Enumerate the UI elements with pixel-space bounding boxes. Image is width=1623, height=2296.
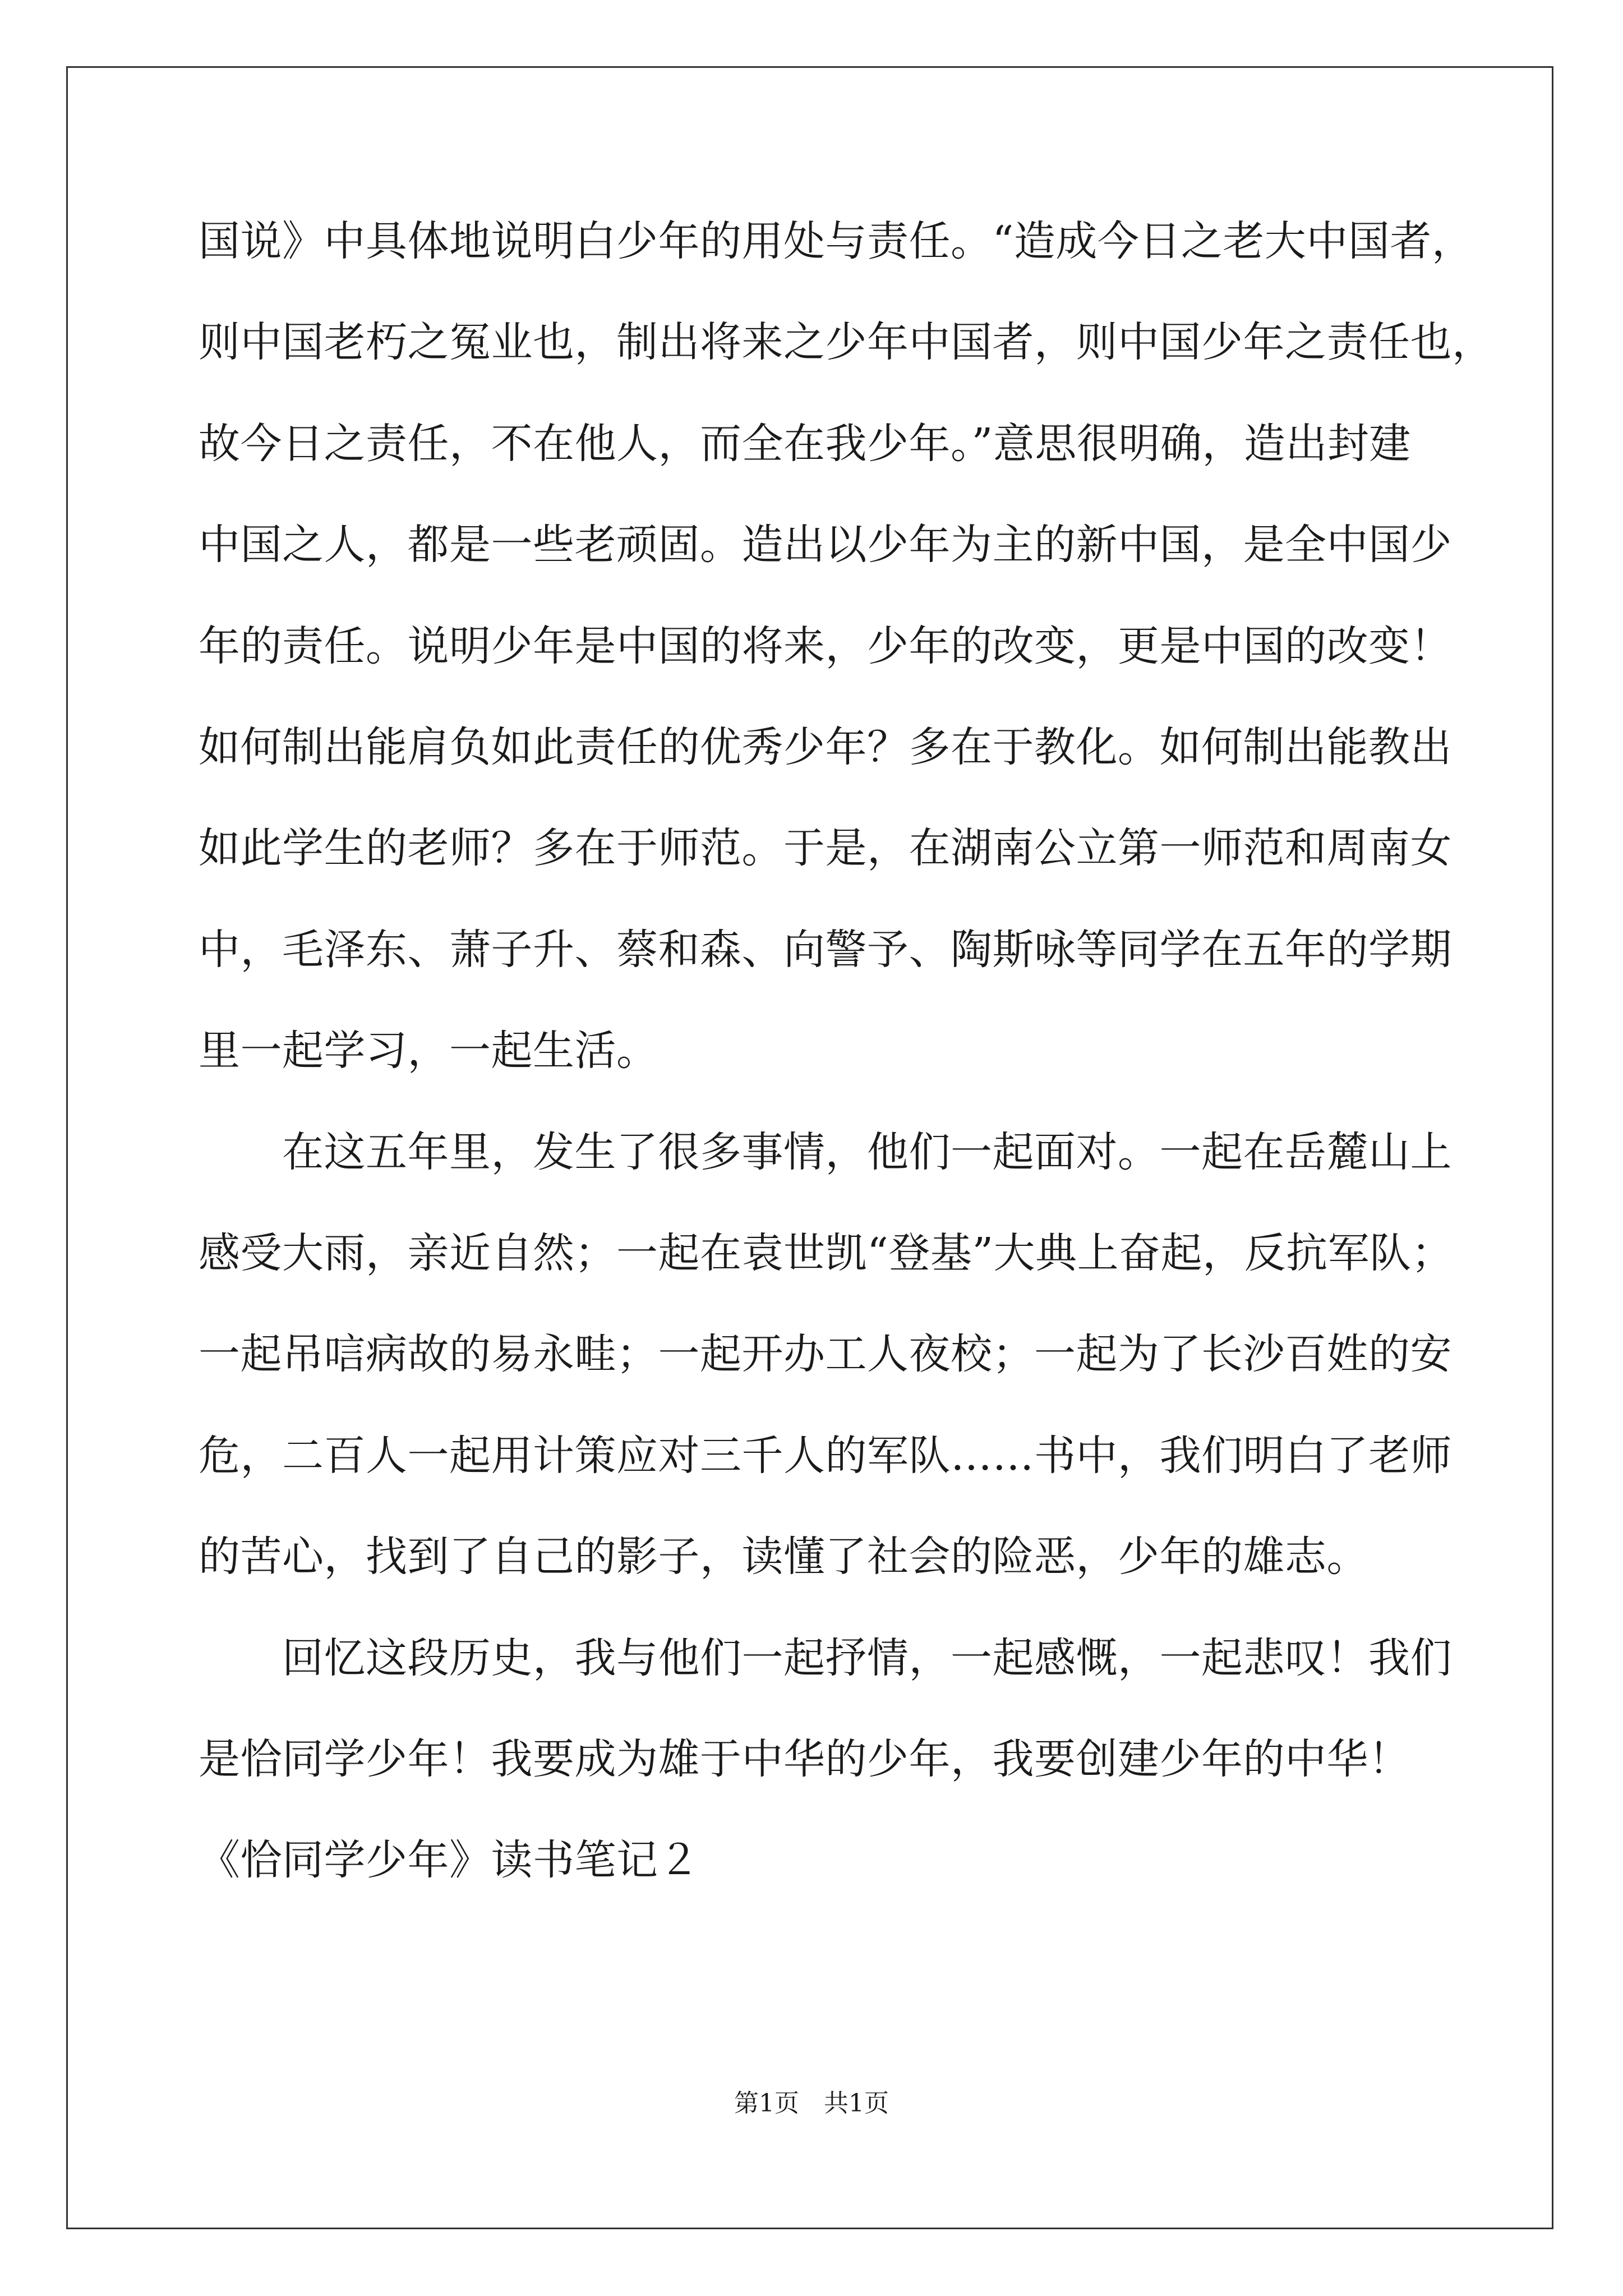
text-line-1: 国说》中具体地说明白少年的用处与责任。“造成今日之老大中国者， xyxy=(199,217,1474,265)
text-line-8: 中，毛泽东、萧子升、蔡和森、向警予、陶斯咏等同学在五年的学期 xyxy=(199,926,1452,974)
text-line-6: 如何制出能肩负如此责任的优秀少年？多在于教化。如何制出能教出 xyxy=(199,723,1452,771)
text-line-12: 一起吊唁病故的易永畦；一起开办工人夜校；一起为了长沙百姓的安 xyxy=(199,1330,1452,1378)
text-line-11: 感受大雨，亲近自然；一起在袁世凯“登基”大典上奋起，反抗军队； xyxy=(199,1229,1454,1277)
text-line-14: 的苦心，找到了自己的影子，读懂了社会的险恶，少年的雄志。 xyxy=(199,1533,1368,1581)
text-line-10: 在这五年里，发生了很多事情，他们一起面对。一起在岳麓山上 xyxy=(199,1128,1452,1176)
page-footer: 第1页 共1页 xyxy=(734,2089,889,2118)
text-line-16: 是恰同学少年！我要成为雄于中华的少年，我要创建少年的中华！ xyxy=(199,1735,1410,1783)
text-line-3: 故今日之责任，不在他人，而全在我少年。”意思很明确，造出封建 xyxy=(199,420,1411,468)
text-line-15: 回忆这段历史，我与他们一起抒情，一起感慨，一起悲叹！我们 xyxy=(199,1634,1452,1682)
text-line-4: 中国之人，都是一些老顽固。造出以少年为主的新中国，是全中国少 xyxy=(199,521,1452,569)
text-line-2: 则中国老朽之冤业也，制出将来之少年中国者，则中国少年之责任也， xyxy=(199,318,1494,366)
text-line-9: 里一起学习，一起生活。 xyxy=(199,1027,658,1075)
text-line-13: 危，二百人一起用计策应对三千人的军队……书中，我们明白了老师 xyxy=(199,1432,1452,1480)
section-heading: 《恰同学少年》读书笔记２ xyxy=(199,1836,700,1884)
text-line-7: 如此学生的老师？多在于师范。于是，在湖南公立第一师范和周南女 xyxy=(199,824,1452,872)
text-line-5: 年的责任。说明少年是中国的将来，少年的改变，更是中国的改变！ xyxy=(199,622,1452,670)
